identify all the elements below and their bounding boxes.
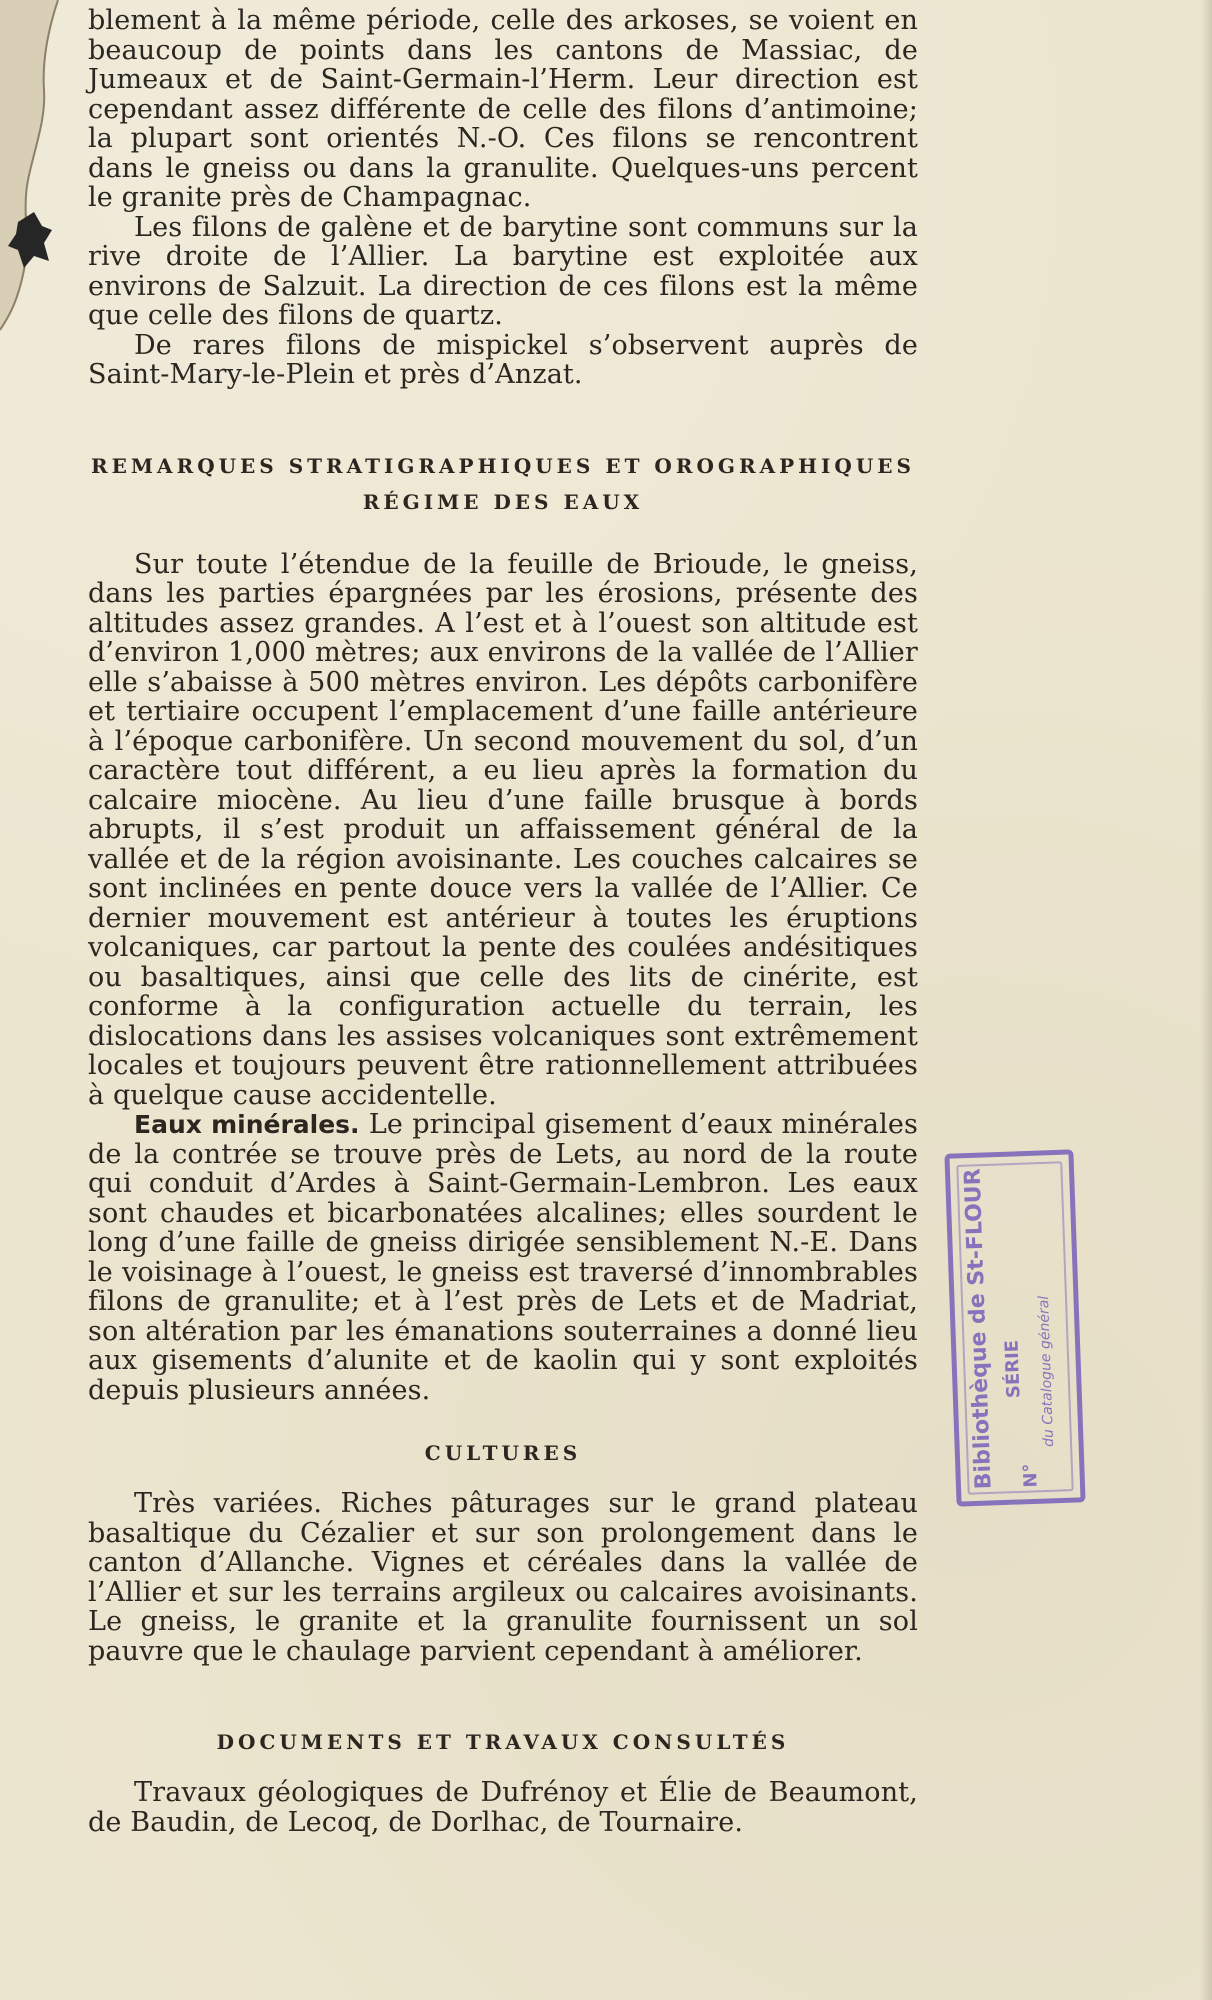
- section-spacer: [88, 1760, 918, 1778]
- remarques-heading-line-2: RÉGIME DES EAUX: [362, 489, 644, 514]
- page-right-shadow: [1200, 0, 1212, 2000]
- torn-edge: [0, 0, 70, 330]
- stamp-line-4: du Catalogue général: [1035, 1295, 1058, 1448]
- section-spacer: [88, 390, 918, 448]
- mispickel-paragraph: De rares filons de mispickel s’observent auprès de Saint-Mary-le-Plein et près d’Anzat.: [88, 329, 918, 390]
- eaux-minerales-paragraph: [88, 1110, 918, 1405]
- stamp-line-1: Bibliothèque de St-FLOUR: [960, 1167, 997, 1490]
- stamp-line-3: N°: [1019, 1463, 1042, 1488]
- stamp-line-2: SÉRIE: [1001, 1339, 1025, 1399]
- remarques-heading-line-1: REMARQUES STRATIGRAPHIQUES ET OROGRAPHIQUES: [91, 453, 915, 478]
- documents-heading: DOCUMENTS ET TRAVAUX CONSULTÉS: [216, 1730, 790, 1754]
- continuation-paragraph: blement à la même période, celle des arkoses, se voient en beaucoup de points dans les cantons de Massiac, de Jumeaux et de Saint-Germain-l’Herm. Leur direction est cependant assez différente de celle des filons d’antimoine; la plupart sont orientés N.-O. Ces filons se rencontrent dans le gneiss ou dans la granulite. Quelques-uns percent le granite près de Champagnac.: [88, 5, 918, 213]
- section-spacer: [88, 1471, 918, 1489]
- documents-paragraph: Travaux géologiques de Dufrénoy et Élie de Beaumont, de Baudin, de Lecoq, de Dorlhac, de Tournaire.: [88, 1777, 918, 1838]
- remarques-paragraph: Sur toute l’étendue de la feuille de Brioude, le gneiss, dans les parties épargnées par les érosions, présente des altitudes assez grandes. A l’est et à l’ouest son altitude est d’environ 1,000 mètres; aux environs de la vallée de l’Allier elle s’abaisse à 500 mètres environ. Les dépôts carbonifère et tertiaire occupent l’emplacement d’une faille antérieure à l’époque carbonifère. Un second mouvement du sol, d’un caractère tout différent, a eu lieu après la formation du calcaire miocène. Au lieu d’une faille brusque à bords abrupts, il s’est produit un affaissement général de la vallée et de la région avoisinante. Les couches calcaires se sont inclinées en pente douce vers la vallée de l’Allier. Ce dernier mouvement est antérieur à toutes les éruptions volcaniques, car partout la pente des coulées andésitiques ou basaltiques, ainsi que celle des lits de cinérite, est conforme à la configuration actuelle du terrain, les dislocations dans les assises volcaniques sont extrêmement locales et toujours peuvent être rationnellement attribuées à quelque cause accidentelle.: [88, 548, 918, 1111]
- eaux-minerales-label: Eaux minérales.: [134, 1110, 360, 1139]
- document-body: [88, 6, 918, 1837]
- section-spacer: [88, 1405, 918, 1435]
- section-spacer: [88, 520, 918, 550]
- library-stamp: [941, 1146, 1089, 1511]
- cultures-heading: CULTURES: [424, 1441, 582, 1465]
- eaux-minerales-text: Le principal gisement d’eaux minérales de la contrée se trouve près de Lets, au nord de la route qui conduit d’Ardes à Saint-Germain-Lembron. Les eaux sont chaudes et bicarbonatées alcalines; elles sourdent le long d’une faille de gneiss dirigée sensiblement N.-E. Dans le voisinage à l’ouest, le gneiss est traversé d’innombrables filons de granulite; et à l’est près de Lets et de Madriat, son altération par les émanations souterraines a donné lieu aux gisements d’alunite et de kaolin qui y sont exploités depuis plusieurs années.: [88, 1109, 918, 1406]
- cultures-paragraph: Très variées. Riches pâturages sur le grand plateau basaltique du Cézalier et sur son prolongement dans le canton d’Allanche. Vignes et céréales dans la vallée de l’Allier et sur les terrains argileux ou calcaires avoisinants. Le gneiss, le granite et la granulite fournissent un sol pauvre que le chaulage parvient cependant à améliorer.: [88, 1488, 918, 1667]
- section-spacer: [88, 1666, 918, 1724]
- galene-barytine-paragraph: Les filons de galène et de barytine sont communs sur la rive droite de l’Allier. La barytine est exploitée aux environs de Salzuit. La direction de ces filons est la même que celle des filons de quartz.: [88, 211, 918, 331]
